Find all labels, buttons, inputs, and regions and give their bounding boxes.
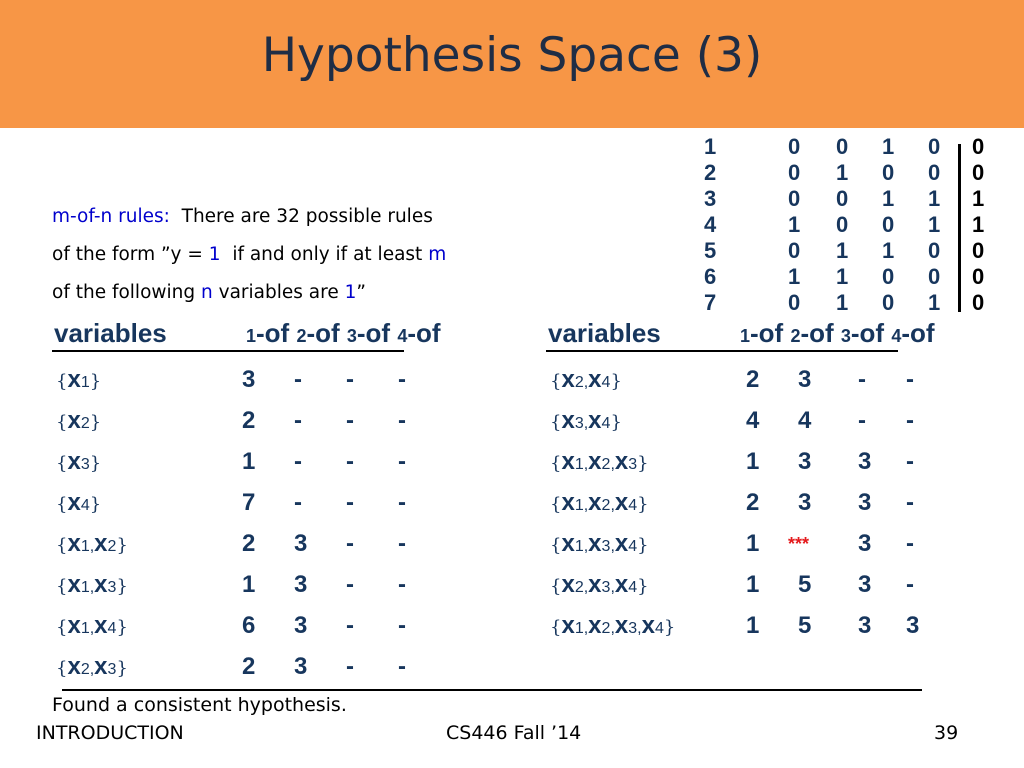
example-label: 1 [972,212,985,237]
variable-symbol: x [94,530,108,557]
intro-line-2-a: of the form ”y = [52,244,209,265]
comma: , [610,538,615,555]
count-value: 1 [746,571,760,598]
example-row [696,160,996,186]
variable-symbol: x [67,653,81,680]
intro-line-1 [52,198,446,236]
variable-symbol: x [561,407,575,434]
bottom-rule [62,689,922,691]
brace-close: } [637,494,649,515]
variable-index: 2 [80,415,90,432]
example-feature: 0 [788,160,801,185]
comma: , [583,538,589,555]
brace-open: { [56,576,68,597]
comma: , [89,620,95,637]
comma: , [610,579,615,596]
example-label: 0 [972,238,985,263]
header-of-4: -of [407,318,441,348]
variable-index: 3 [628,620,638,637]
table-row [0,653,1024,687]
count-value: - [398,448,406,475]
variable-index: 1 [80,579,90,596]
variable-index: 1 [574,538,584,555]
variable-set [550,530,649,558]
example-feature: 0 [788,186,801,211]
count-value: - [346,612,354,639]
variable-index: 1 [80,620,90,637]
brace-open: { [550,371,562,392]
count-value: 2 [242,407,256,434]
variable-symbol: x [588,448,602,475]
variable-symbol: x [588,612,602,639]
example-feature: 1 [788,212,801,237]
variable-symbol: x [614,448,629,475]
example-feature: 1 [836,264,849,289]
comma: , [583,579,589,596]
variable-symbol: x [641,612,655,639]
count-value: 2 [242,530,256,557]
variable-index: 4 [628,497,638,514]
count-value: 3 [798,489,812,516]
variable-index: 1 [80,538,90,555]
example-feature: 1 [836,290,849,315]
count-value: 5 [798,571,812,598]
variable-index: 3 [80,456,90,473]
brace-open: { [56,371,68,392]
header-num-2: 2 [296,326,307,346]
brace-close: } [116,658,128,679]
comma: , [583,415,589,432]
variable-symbol: x [67,530,81,557]
rules-label: m-of-n rules: [52,206,170,227]
count-value: 3 [798,448,812,475]
example-feature: 0 [788,134,801,159]
variable-index: 4 [628,579,638,596]
brace-open: { [550,535,562,556]
example-feature: 0 [882,264,895,289]
variable-index: 2 [601,456,611,473]
count-value: 4 [798,407,812,434]
variable-symbol: x [614,489,629,516]
comma: , [610,497,615,514]
example-feature: 1 [788,264,801,289]
intro-line-3-end: ” [356,282,366,303]
variable-symbol: x [588,366,602,393]
comma: , [583,456,589,473]
variable-symbol: x [561,571,575,598]
count-value: 7 [242,489,256,516]
intro-line-2 [52,236,446,274]
example-label: 0 [972,160,985,185]
count-value: 1 [242,571,256,598]
brace-open: { [56,535,68,556]
example-label: 0 [972,134,985,159]
brace-close: } [89,371,102,392]
count-value: - [858,366,866,393]
example-feature: 0 [928,160,941,185]
example-feature: 1 [928,290,941,315]
count-value: - [398,489,406,516]
count-value: 3 [858,448,872,475]
intro-m: m [428,244,447,265]
comma: , [583,374,589,391]
count-value: 4 [746,407,760,434]
variable-index: 3 [601,579,611,596]
example-feature: 0 [882,160,895,185]
example-feature: 0 [836,212,849,237]
variable-index: 3 [107,579,117,596]
table-row [0,571,1024,605]
example-feature: 0 [788,290,801,315]
count-value: 2 [746,489,760,516]
intro-one-b: 1 [344,282,357,303]
example-id: 7 [704,290,717,315]
variable-index: 2 [107,538,117,555]
variable-symbol: x [67,489,81,516]
comma: , [583,497,589,514]
count-value: - [294,489,302,516]
example-row [696,212,996,238]
brace-open: { [56,412,68,433]
variable-index: 3 [574,415,584,432]
example-feature: 1 [882,238,895,263]
count-value: - [398,571,406,598]
slide-title: Hypothesis Space (3) [261,28,763,83]
intro-line-1-rest: There are 32 possible rules [181,206,433,227]
count-value: - [346,489,354,516]
header-of-2: -of [306,318,347,348]
example-feature: 0 [836,134,849,159]
count-value: - [906,571,914,598]
variable-index: 4 [80,497,90,514]
brace-close: } [116,535,128,556]
intro-one-a: 1 [208,244,221,265]
count-value: 2 [242,653,256,680]
example-feature: 0 [788,238,801,263]
intro-n: n [201,282,213,303]
header-num-4: 4 [397,326,408,346]
comma: , [583,620,589,637]
variable-index: 3 [601,538,611,555]
variable-symbol: x [94,571,108,598]
brace-open: { [550,412,562,433]
left-header-underline [52,350,404,352]
count-value: 3 [242,366,256,393]
header-of-3: -of [356,318,398,348]
count-value: 1 [746,448,760,475]
comma: , [89,538,95,555]
variable-index: 3 [107,661,117,678]
count-value: - [294,448,302,475]
count-value: - [906,530,914,557]
brace-open: { [550,576,562,597]
table-row [0,448,1024,482]
table-row [0,489,1024,523]
variable-index: 4 [601,374,611,391]
brace-close: } [89,494,102,515]
variable-symbol: x [614,571,629,598]
variable-index: 2 [574,374,584,391]
brace-open: { [550,494,562,515]
example-row [696,186,996,212]
brace-close: } [116,576,128,597]
variable-index: 1 [574,456,584,473]
example-feature: 1 [882,134,895,159]
variable-symbol: x [614,612,629,639]
count-value: - [294,407,302,434]
example-feature: 1 [882,186,895,211]
count-value: - [398,612,406,639]
variable-symbol: x [67,571,81,598]
count-value: 3 [798,366,812,393]
count-value: - [906,407,914,434]
example-feature: 0 [882,212,895,237]
example-id: 6 [704,264,717,289]
count-value: - [346,407,354,434]
header-of-3-right: -of [850,318,892,348]
example-feature: 0 [928,134,941,159]
variable-set [56,653,128,681]
right-header-underline [546,350,898,352]
variable-index: 4 [107,620,117,637]
left-table-header [54,318,167,349]
example-feature: 0 [836,186,849,211]
table-row [0,366,1024,400]
variable-index: 4 [601,415,611,432]
variable-index: 3 [628,456,638,473]
count-value: 3 [294,530,308,557]
variable-set [550,489,649,517]
count-value: - [346,530,354,557]
variable-set [550,571,649,599]
comma: , [610,620,615,637]
example-label: 0 [972,290,985,315]
example-feature: 1 [836,160,849,185]
comma: , [89,579,95,596]
brace-open: { [550,617,562,638]
count-value: 3 [294,612,308,639]
variable-symbol: x [588,530,602,557]
count-value: - [906,366,914,393]
brace-close: } [637,535,649,556]
variable-set [550,612,675,640]
variable-symbol: x [561,448,575,475]
count-value: - [398,407,406,434]
variable-index: 2 [80,661,90,678]
count-value: 3 [858,530,872,557]
count-value: - [294,366,302,393]
count-value: 6 [242,612,256,639]
brace-close: } [116,617,128,638]
brace-open: { [56,617,68,638]
example-label: 0 [972,264,985,289]
right-header-columns [740,318,935,349]
header-num-4-right: 4 [891,326,902,346]
variable-index: 1 [574,620,584,637]
variable-index: 1 [80,374,90,391]
example-label: 1 [972,186,985,211]
table-row [0,612,1024,646]
header-of-2-right: -of [800,318,841,348]
count-value: - [398,653,406,680]
variable-symbol: x [67,407,81,434]
count-value: 1 [746,530,760,557]
count-value: 2 [746,366,760,393]
variable-symbol: x [67,612,81,639]
variable-index: 2 [574,579,584,596]
variable-symbol: x [561,366,575,393]
example-feature: 1 [836,238,849,263]
header-num-1-right: 1 [740,326,751,346]
header-variables-right: variables [548,318,661,348]
variable-symbol: x [561,612,575,639]
intro-line-3-b: variables are [218,282,339,303]
variable-symbol: x [588,489,602,516]
variable-symbol: x [67,448,81,475]
variable-symbol: x [588,571,602,598]
brace-open: { [56,453,68,474]
brace-close: } [637,453,649,474]
header-num-3: 3 [346,326,357,346]
header-of-1-right: -of [750,318,791,348]
left-header-columns [246,318,441,349]
variable-symbol: x [67,366,81,393]
example-row [696,290,996,316]
example-id: 5 [704,238,717,263]
count-value: - [906,489,914,516]
label-divider [958,144,961,312]
count-value: - [398,366,406,393]
example-id: 4 [704,212,717,237]
brace-open: { [550,453,562,474]
count-value: 1 [746,612,760,639]
example-feature: 0 [882,290,895,315]
brace-open: { [56,658,68,679]
comma: , [89,661,95,678]
right-table-header [548,318,661,349]
brace-close: } [610,371,622,392]
count-value: - [346,366,354,393]
footer-center: CS446 Fall ’14 [446,722,582,744]
count-value: - [346,448,354,475]
example-feature: 0 [928,264,941,289]
count-value: 3 [294,653,308,680]
example-id: 2 [704,160,717,185]
count-value: 3 [858,489,872,516]
count-value: 3 [858,612,872,639]
variable-index: 1 [574,497,584,514]
variable-index: 2 [601,497,611,514]
variable-symbol: x [614,530,629,557]
brace-close: } [637,576,649,597]
example-id: 1 [704,134,717,159]
variable-index: 4 [628,538,638,555]
count-value: 3 [858,571,872,598]
count-value: 1 [242,448,256,475]
example-row [696,264,996,290]
brace-close: } [610,412,622,433]
header-num-2-right: 2 [790,326,801,346]
footer-page-number: 39 [934,722,959,744]
table-row [0,407,1024,441]
example-feature: 1 [928,186,941,211]
intro-line-2-b: if and only if at least [232,244,423,265]
found-text: Found a consistent hypothesis. [52,694,347,716]
variable-index: 4 [654,620,664,637]
footer-left: INTRODUCTION [36,722,184,744]
header-of-1: -of [256,318,297,348]
variable-symbol: x [94,653,108,680]
count-value: - [346,653,354,680]
variable-index: 2 [601,620,611,637]
variable-set [550,366,622,394]
count-value: 3 [294,571,308,598]
example-row [696,134,996,160]
example-row [696,238,996,264]
count-value: - [346,571,354,598]
example-feature: 0 [928,238,941,263]
example-id: 3 [704,186,717,211]
comma: , [610,456,615,473]
comma: , [637,620,642,637]
example-feature: 1 [928,212,941,237]
header-num-3-right: 3 [840,326,851,346]
intro-text [52,198,446,312]
table-row [0,530,1024,564]
variable-symbol: x [94,612,108,639]
variable-symbol: x [561,489,575,516]
count-value: - [906,448,914,475]
variable-symbol: x [561,530,575,557]
brace-open: { [56,494,68,515]
count-value: - [858,407,866,434]
intro-line-3 [52,274,446,312]
brace-close: } [89,412,102,433]
header-of-4-right: -of [901,318,935,348]
brace-close: } [89,453,102,474]
variable-set [550,407,622,435]
variable-symbol: x [588,407,602,434]
header-variables: variables [54,318,167,348]
count-value: 5 [798,612,812,639]
intro-line-3-a: of the following [52,282,196,303]
header-num-1: 1 [246,326,257,346]
brace-close: } [663,617,676,638]
count-value: - [398,530,406,557]
variable-set [550,448,649,476]
stars-marker: *** [788,534,810,554]
count-value: 3 [906,612,920,639]
